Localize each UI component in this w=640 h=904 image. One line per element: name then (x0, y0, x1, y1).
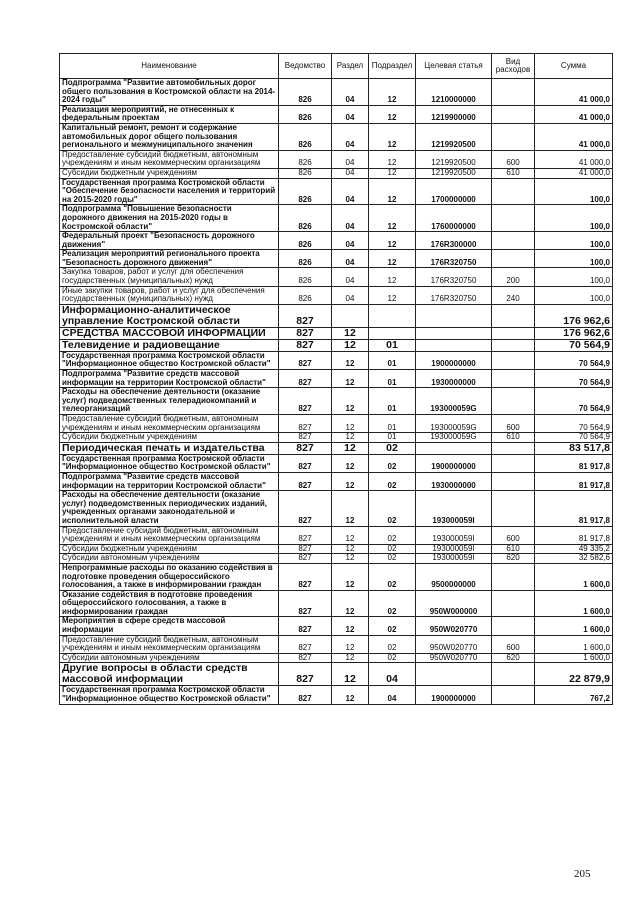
cell-dept: 827 (279, 415, 332, 433)
cell-target: 193000059I (416, 491, 492, 526)
cell-name: Подпрограмма "Развитие автомобильных дорог общего пользования в Костромской области на 2014-2024 годы" (60, 79, 279, 106)
cell-expense (492, 617, 535, 635)
header-sum: Сумма (535, 54, 613, 79)
cell-sum: 81 917,8 (535, 491, 613, 526)
cell-section: 04 (332, 232, 369, 250)
table-row (60, 554, 613, 564)
cell-dept: 827 (279, 590, 332, 617)
cell-expense: 240 (492, 286, 535, 304)
cell-subsection: 12 (369, 268, 416, 286)
cell-sum: 1 600,0 (535, 590, 613, 617)
cell-section: 04 (332, 268, 369, 286)
cell-subsection: 01 (369, 339, 416, 351)
table-row (60, 635, 613, 653)
cell-section: 12 (332, 590, 369, 617)
cell-sum: 41 000,0 (535, 79, 613, 106)
cell-name: Непрограммные расходы по оказанию содействия в подготовке проведения общероссийского голосования, а также в информировании граждан (60, 563, 279, 590)
table-row (60, 388, 613, 415)
header-subsection: Подраздел (369, 54, 416, 79)
cell-sum: 83 517,8 (535, 442, 613, 454)
cell-subsection: 12 (369, 168, 416, 178)
cell-name: Государственная программа Костромской области "Информационное общество Костромской области" (60, 454, 279, 472)
cell-dept: 827 (279, 526, 332, 544)
cell-section: 04 (332, 105, 369, 123)
cell-sum: 70 564,9 (535, 415, 613, 433)
cell-name: СРЕДСТВА МАССОВОЙ ИНФОРМАЦИИ (60, 327, 279, 339)
cell-sum: 70 564,9 (535, 433, 613, 443)
cell-target: 176R320750 (416, 286, 492, 304)
cell-section: 12 (332, 563, 369, 590)
cell-subsection: 02 (369, 454, 416, 472)
table-row (60, 686, 613, 704)
cell-dept: 826 (279, 168, 332, 178)
cell-section: 04 (332, 205, 369, 232)
cell-dept: 826 (279, 268, 332, 286)
cell-sum: 41 000,0 (535, 168, 613, 178)
cell-dept: 827 (279, 544, 332, 554)
cell-dept: 826 (279, 232, 332, 250)
table-row (60, 268, 613, 286)
cell-sum: 176 962,6 (535, 327, 613, 339)
cell-subsection: 02 (369, 472, 416, 490)
cell-dept: 826 (279, 79, 332, 106)
cell-name: Государственная программа Костромской области "Информационное общество Костромской области" (60, 351, 279, 369)
table-row (60, 663, 613, 686)
cell-dept: 827 (279, 351, 332, 369)
cell-subsection: 04 (369, 663, 416, 686)
cell-expense: 620 (492, 653, 535, 663)
table-row (60, 105, 613, 123)
cell-expense: 600 (492, 150, 535, 168)
table-row (60, 339, 613, 351)
cell-name: Капитальный ремонт, ремонт и содержание автомобильных дорог общего пользования регионального и межмуниципального значения (60, 123, 279, 150)
cell-dept: 827 (279, 653, 332, 663)
cell-section: 12 (332, 554, 369, 564)
cell-target: 1219920500 (416, 150, 492, 168)
cell-name: Периодическая печать и издательства (60, 442, 279, 454)
cell-target: 176R300000 (416, 232, 492, 250)
cell-target: 950W020770 (416, 635, 492, 653)
cell-dept: 826 (279, 150, 332, 168)
header-expense: Вид расходов (492, 54, 535, 79)
cell-target (416, 327, 492, 339)
cell-dept: 827 (279, 304, 332, 327)
cell-expense: 610 (492, 433, 535, 443)
cell-name: Предоставление субсидий бюджетным, автономным учреждениям и иным некоммерческим организациям (60, 415, 279, 433)
cell-dept: 827 (279, 663, 332, 686)
cell-section: 12 (332, 454, 369, 472)
cell-name: Другие вопросы в области средств массовой информации (60, 663, 279, 686)
cell-name: Оказание содействия в подготовке проведения общероссийского голосования, а также в информировании граждан (60, 590, 279, 617)
cell-target: 193000059G (416, 433, 492, 443)
table-row (60, 590, 613, 617)
cell-expense (492, 327, 535, 339)
cell-sum: 100,0 (535, 268, 613, 286)
cell-sum: 70 564,9 (535, 339, 613, 351)
cell-subsection: 02 (369, 544, 416, 554)
cell-expense (492, 454, 535, 472)
table-row (60, 491, 613, 526)
cell-expense (492, 304, 535, 327)
cell-name: Субсидии бюджетным учреждениям (60, 168, 279, 178)
cell-dept: 827 (279, 617, 332, 635)
table-row (60, 250, 613, 268)
budget-table (59, 53, 613, 705)
cell-target: 1219920500 (416, 168, 492, 178)
cell-target: 193000059I (416, 544, 492, 554)
cell-name: Реализация мероприятий регионального проекта "Безопасность дорожного движения" (60, 250, 279, 268)
cell-sum: 32 582,6 (535, 554, 613, 564)
table-row (60, 415, 613, 433)
cell-section (332, 304, 369, 327)
cell-subsection: 02 (369, 526, 416, 544)
cell-subsection: 01 (369, 370, 416, 388)
table-row (60, 526, 613, 544)
cell-expense (492, 491, 535, 526)
cell-subsection: 01 (369, 351, 416, 369)
cell-section: 12 (332, 526, 369, 544)
cell-expense (492, 686, 535, 704)
cell-section: 12 (332, 388, 369, 415)
cell-section: 12 (332, 617, 369, 635)
cell-subsection: 12 (369, 105, 416, 123)
table-row (60, 617, 613, 635)
cell-subsection: 01 (369, 433, 416, 443)
table-header-row (60, 54, 613, 79)
cell-name: Расходы на обеспечение деятельности (оказание услуг) подведомственных периодических изданий, учрежденных органами законодательной и исполнительной власти (60, 491, 279, 526)
cell-name: Телевидение и радиовещание (60, 339, 279, 351)
cell-name: Реализация мероприятий, не отнесенных к федеральным проектам (60, 105, 279, 123)
cell-expense: 610 (492, 168, 535, 178)
cell-target: 1900000000 (416, 686, 492, 704)
cell-subsection: 02 (369, 635, 416, 653)
cell-name: Иные закупки товаров, работ и услуг для обеспечения государственных (муниципальных) нужд (60, 286, 279, 304)
cell-dept: 827 (279, 339, 332, 351)
cell-expense (492, 388, 535, 415)
cell-name: Мероприятия в сфере средств массовой информации (60, 617, 279, 635)
table-row (60, 79, 613, 106)
cell-target: 1930000000 (416, 370, 492, 388)
cell-section: 12 (332, 544, 369, 554)
cell-dept: 827 (279, 563, 332, 590)
cell-subsection: 02 (369, 617, 416, 635)
cell-target: 1760000000 (416, 205, 492, 232)
cell-sum: 81 917,8 (535, 454, 613, 472)
cell-name: Информационно-аналитическое управление Костромской области (60, 304, 279, 327)
cell-subsection: 04 (369, 686, 416, 704)
cell-subsection: 12 (369, 150, 416, 168)
cell-name: Подпрограмма "Развитие средств массовой информации на территории Костромской области" (60, 370, 279, 388)
cell-sum: 1 600,0 (535, 563, 613, 590)
cell-expense: 600 (492, 415, 535, 433)
cell-section: 12 (332, 370, 369, 388)
cell-subsection: 02 (369, 653, 416, 663)
cell-dept: 827 (279, 635, 332, 653)
cell-dept: 827 (279, 370, 332, 388)
cell-expense (492, 563, 535, 590)
cell-expense: 610 (492, 544, 535, 554)
cell-expense: 200 (492, 268, 535, 286)
cell-expense (492, 442, 535, 454)
cell-subsection: 01 (369, 388, 416, 415)
cell-subsection: 02 (369, 491, 416, 526)
table-row (60, 205, 613, 232)
cell-expense (492, 105, 535, 123)
cell-name: Субсидии автономным учреждениям (60, 653, 279, 663)
header-section: Раздел (332, 54, 369, 79)
cell-sum: 100,0 (535, 286, 613, 304)
cell-subsection: 12 (369, 205, 416, 232)
cell-dept: 827 (279, 686, 332, 704)
cell-target: 193000059G (416, 415, 492, 433)
cell-sum: 100,0 (535, 178, 613, 205)
cell-section: 04 (332, 178, 369, 205)
cell-section: 12 (332, 663, 369, 686)
cell-sum: 100,0 (535, 232, 613, 250)
cell-subsection: 02 (369, 590, 416, 617)
cell-sum: 176 962,6 (535, 304, 613, 327)
cell-target: 1930000000 (416, 472, 492, 490)
cell-section: 04 (332, 79, 369, 106)
table-row (60, 304, 613, 327)
cell-sum: 1 600,0 (535, 635, 613, 653)
page-number: 205 (574, 868, 591, 880)
cell-target (416, 663, 492, 686)
cell-sum: 41 000,0 (535, 105, 613, 123)
cell-dept: 826 (279, 105, 332, 123)
cell-sum: 1 600,0 (535, 653, 613, 663)
table-row (60, 472, 613, 490)
cell-expense (492, 370, 535, 388)
table-row (60, 286, 613, 304)
cell-section: 04 (332, 150, 369, 168)
cell-target: 9500000000 (416, 563, 492, 590)
cell-sum: 81 917,8 (535, 472, 613, 490)
header-name: Наименование (60, 54, 279, 79)
cell-section: 12 (332, 339, 369, 351)
cell-section: 12 (332, 686, 369, 704)
cell-sum: 22 879,9 (535, 663, 613, 686)
cell-expense: 620 (492, 554, 535, 564)
cell-section: 04 (332, 168, 369, 178)
cell-dept: 826 (279, 286, 332, 304)
table-row (60, 232, 613, 250)
cell-target (416, 304, 492, 327)
cell-target: 1210000000 (416, 79, 492, 106)
cell-target: 950W020770 (416, 653, 492, 663)
cell-section: 12 (332, 635, 369, 653)
cell-target (416, 339, 492, 351)
cell-sum: 70 564,9 (535, 388, 613, 415)
cell-name: Субсидии автономным учреждениям (60, 554, 279, 564)
cell-expense (492, 123, 535, 150)
table-body (60, 79, 613, 705)
cell-target: 1219900000 (416, 105, 492, 123)
cell-subsection: 12 (369, 79, 416, 106)
cell-name: Закупка товаров, работ и услуг для обеспечения государственных (муниципальных) нужд (60, 268, 279, 286)
cell-expense (492, 590, 535, 617)
cell-name: Субсидии бюджетным учреждениям (60, 433, 279, 443)
cell-section: 12 (332, 351, 369, 369)
cell-subsection: 02 (369, 442, 416, 454)
cell-name: Федеральный проект "Безопасность дорожного движения" (60, 232, 279, 250)
cell-section: 12 (332, 415, 369, 433)
cell-subsection: 12 (369, 286, 416, 304)
cell-section: 04 (332, 123, 369, 150)
cell-target: 1219920500 (416, 123, 492, 150)
cell-expense (492, 232, 535, 250)
table-row (60, 168, 613, 178)
cell-dept: 826 (279, 178, 332, 205)
cell-subsection (369, 304, 416, 327)
cell-sum: 41 000,0 (535, 123, 613, 150)
cell-subsection: 02 (369, 563, 416, 590)
cell-target: 1700000000 (416, 178, 492, 205)
cell-subsection: 12 (369, 123, 416, 150)
cell-sum: 81 917,8 (535, 526, 613, 544)
cell-sum: 1 600,0 (535, 617, 613, 635)
cell-name: Предоставление субсидий бюджетным, автономным учреждениям и иным некоммерческим организациям (60, 635, 279, 653)
cell-target (416, 442, 492, 454)
cell-name: Предоставление субсидий бюджетным, автономным учреждениям и иным некоммерческим организациям (60, 150, 279, 168)
cell-name: Подпрограмма "Развитие средств массовой информации на территории Костромской области" (60, 472, 279, 490)
cell-section: 12 (332, 653, 369, 663)
cell-expense (492, 79, 535, 106)
cell-dept: 826 (279, 205, 332, 232)
cell-dept: 827 (279, 433, 332, 443)
cell-section: 12 (332, 442, 369, 454)
cell-name: Субсидии бюджетным учреждениям (60, 544, 279, 554)
cell-sum: 767,2 (535, 686, 613, 704)
table-row (60, 150, 613, 168)
cell-dept: 827 (279, 472, 332, 490)
cell-expense (492, 339, 535, 351)
cell-expense: 600 (492, 526, 535, 544)
cell-section: 12 (332, 327, 369, 339)
cell-expense (492, 351, 535, 369)
cell-target: 1900000000 (416, 351, 492, 369)
header-dept: Ведомство (279, 54, 332, 79)
cell-subsection: 12 (369, 178, 416, 205)
table-row (60, 327, 613, 339)
cell-expense (492, 250, 535, 268)
cell-expense (492, 472, 535, 490)
cell-dept: 826 (279, 250, 332, 268)
cell-target: 193000059I (416, 554, 492, 564)
cell-expense (492, 205, 535, 232)
cell-target: 950W020770 (416, 617, 492, 635)
cell-name: Предоставление субсидий бюджетным, автономным учреждениям и иным некоммерческим организациям (60, 526, 279, 544)
table-row (60, 454, 613, 472)
cell-expense: 600 (492, 635, 535, 653)
cell-subsection: 12 (369, 250, 416, 268)
cell-target: 193000059I (416, 526, 492, 544)
cell-dept: 827 (279, 327, 332, 339)
cell-sum: 70 564,9 (535, 370, 613, 388)
cell-dept: 827 (279, 554, 332, 564)
cell-subsection (369, 327, 416, 339)
cell-section: 12 (332, 491, 369, 526)
cell-dept: 827 (279, 388, 332, 415)
cell-dept: 827 (279, 454, 332, 472)
cell-dept: 827 (279, 442, 332, 454)
cell-sum: 100,0 (535, 205, 613, 232)
cell-sum: 41 000,0 (535, 150, 613, 168)
cell-subsection: 01 (369, 415, 416, 433)
table-row (60, 442, 613, 454)
cell-target: 193000059G (416, 388, 492, 415)
table-row (60, 178, 613, 205)
cell-sum: 70 564,9 (535, 351, 613, 369)
cell-name: Подпрограмма "Повышение безопасности дорожного движения на 2015-2020 годы в Костромской области" (60, 205, 279, 232)
cell-target: 1900000000 (416, 454, 492, 472)
cell-dept: 827 (279, 491, 332, 526)
cell-expense (492, 663, 535, 686)
cell-target: 176R320750 (416, 250, 492, 268)
cell-name: Государственная программа Костромской области "Обеспечение безопасности населения и территорий на 2015-2020 годы" (60, 178, 279, 205)
cell-target: 950W000000 (416, 590, 492, 617)
cell-sum: 49 335,2 (535, 544, 613, 554)
cell-name: Расходы на обеспечение деятельности (оказание услуг) подведомственных телерадиокомпаний и телеорганизаций (60, 388, 279, 415)
cell-expense (492, 178, 535, 205)
cell-sum: 100,0 (535, 250, 613, 268)
table-row (60, 563, 613, 590)
cell-subsection: 12 (369, 232, 416, 250)
header-target: Целевая статья (416, 54, 492, 79)
cell-section: 04 (332, 250, 369, 268)
cell-section: 04 (332, 286, 369, 304)
cell-section: 12 (332, 433, 369, 443)
table-row (60, 351, 613, 369)
table-row (60, 433, 613, 443)
cell-target: 176R320750 (416, 268, 492, 286)
cell-section: 12 (332, 472, 369, 490)
cell-subsection: 02 (369, 554, 416, 564)
cell-name: Государственная программа Костромской области "Информационное общество Костромской области" (60, 686, 279, 704)
cell-dept: 826 (279, 123, 332, 150)
table-row (60, 370, 613, 388)
table-row (60, 123, 613, 150)
